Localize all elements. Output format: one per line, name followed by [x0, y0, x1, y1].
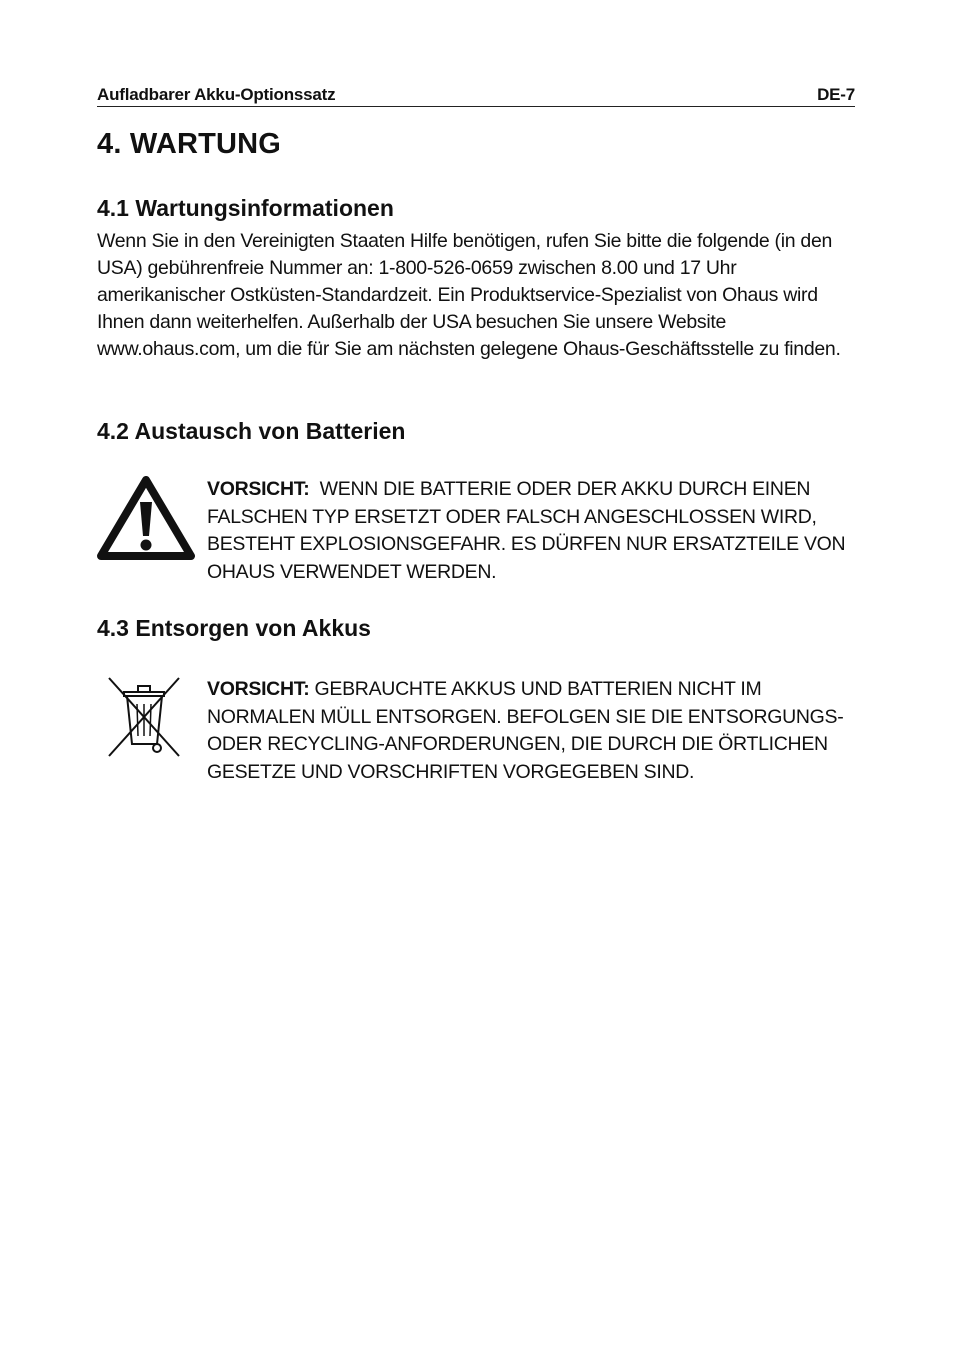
caution-label: VORSICHT: [207, 678, 310, 700]
caution-message: GEBRAUCHTE AKKUS UND BATTERIEN NICHT IM NORMALEN MÜLL ENTSORGEN. BEFOLGEN SIE DIE ENTSORGUNGS- ODER RECYCLING-ANFORDERUNGEN, DIE DURCH DIE ÖRTLICHEN GESETZE UND VORSCHRIFTEN VORGEGEBEN SIND. [207, 678, 844, 783]
crossed-out-bin-icon [97, 676, 197, 765]
caution-label: VORSICHT: [207, 478, 310, 500]
disposal-caution-text [207, 676, 859, 786]
warning-triangle-icon [97, 476, 197, 567]
page-header [97, 84, 855, 107]
service-info-paragraph: Wenn Sie in den Vereinigten Staaten Hilfe benötigen, rufen Sie bitte die folgende (in den USA) gebührenfreie Nummer an: 1-800-526-0659 zwischen 8.00 und 17 Uhr amerikanischer Ostküsten-Standardzeit. Ein Produktservice-Spezialist von Ohaus wird Ihnen dann weiterhelfen. Außerhalb der USA besuchen Sie unsere Website www.ohaus.com, um die für Sie am nächsten gelegene Ohaus-Geschäftsstelle zu finden. [97, 230, 841, 360]
section-heading-battery-disposal: 4.3 Entsorgen von Akkus [97, 615, 371, 641]
header-title: Aufladbarer Akku-Optionssatz [97, 85, 336, 104]
chapter-title: 4. WARTUNG [97, 128, 282, 160]
section-heading-service-info: 4.1 Wartungsinformationen [97, 195, 394, 221]
header-page-number: DE-7 [817, 85, 855, 104]
section-heading-battery-replacement: 4.2 Austausch von Batterien [97, 418, 406, 444]
caution-message: WENN DIE BATTERIE ODER DER AKKU DURCH EINEN FALSCHEN TYP ERSETZT ODER FALSCH ANGESCHLOSSEN WIRD, BESTEHT EXPLOSIONSGEFAHR. ES DÜRFEN NUR ERSATZTEILE VON OHAUS VERWENDET WERDEN. [207, 478, 846, 583]
battery-caution-text [207, 476, 859, 586]
